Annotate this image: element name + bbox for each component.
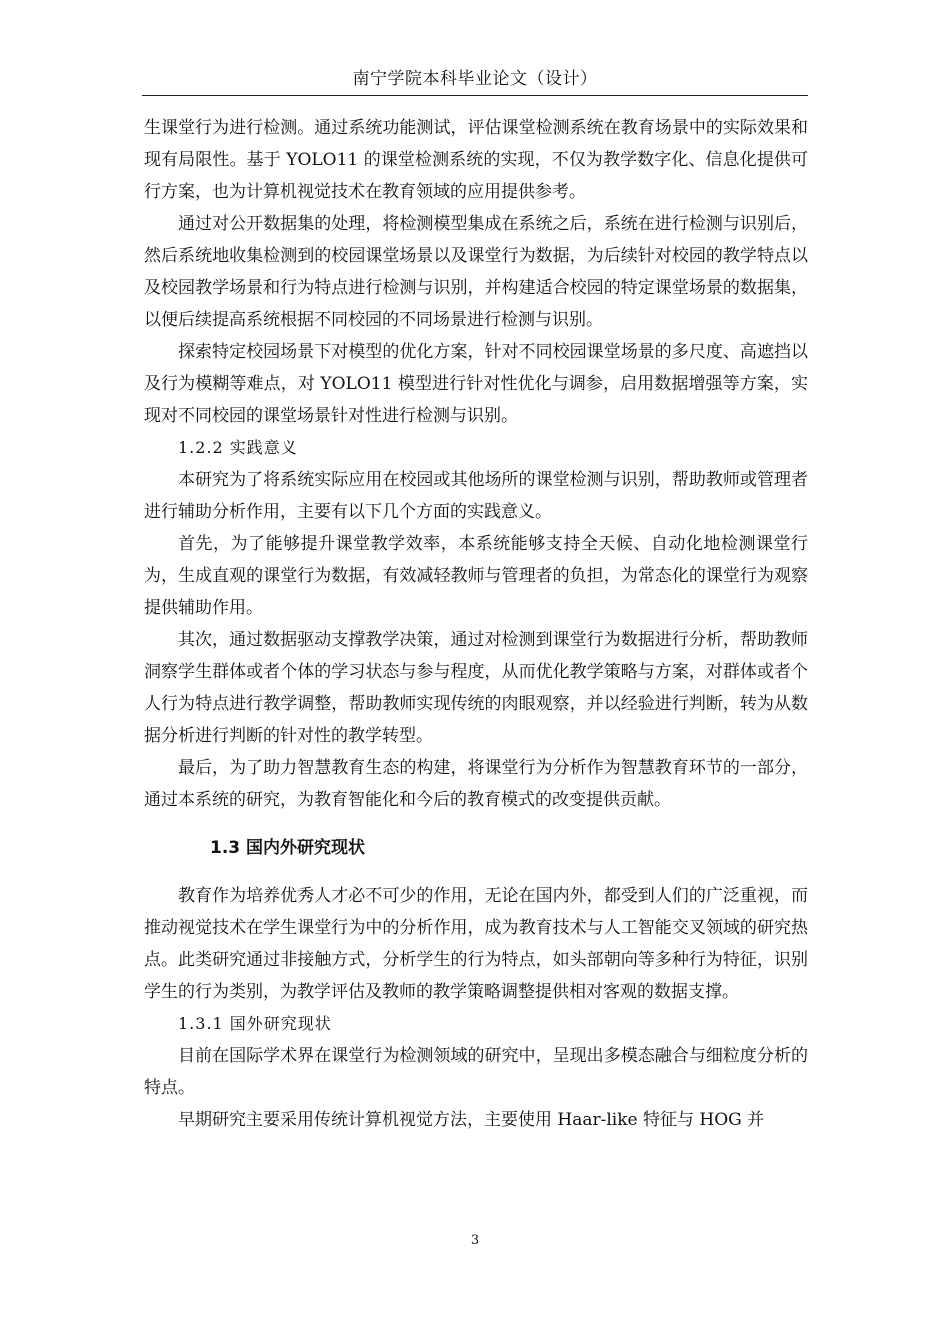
page-number: 3 (470, 1233, 480, 1248)
heading-1-2-2: 1.2.2 实践意义 (178, 438, 298, 457)
page-body (144, 112, 808, 1136)
paragraph-1: 生课堂行为进行检测。通过系统功能测试，评估课堂检测系统在教育场景中的实际效果和现有局限性。基于 YOLO11 的课堂检测系统的实现，不仅为教学数字化、信息化提供可行方案，也为计算机视觉技术在教育领域的应用提供参考。 (144, 118, 808, 202)
paragraph-2: 通过对公开数据集的处理，将检测模型集成在系统之后，系统在进行检测与识别后，然后系统地收集检测到的校园课堂场景以及课堂行为数据，为后续针对校园的教学特点以及校园教学场景和行为特点进行检测与识别，并构建适合校园的特定课堂场景的数据集，以便后续提高系统根据不同校园的不同场景进行检测与识别。 (144, 214, 808, 330)
paragraph-6: 其次，通过数据驱动支撑教学决策，通过对检测到课堂行为数据进行分析，帮助教师洞察学生群体或者个体的学习状态与参与程度，从而优化教学策略与方案，对群体或者个人行为特点进行教学调整，帮助教师实现传统的肉眼观察，并以经验进行判断，转为从数据分析进行判断的针对性的教学转型。 (144, 630, 808, 746)
paragraph-8: 教育作为培养优秀人才必不可少的作用，无论在国内外，都受到人们的广泛重视，而推动视觉技术在学生课堂行为中的分析作用，成为教育技术与人工智能交叉领域的研究热点。此类研究通过非接触方式，分析学生的行为特点，如头部朝向等多种行为特征，识别学生的行为类别，为教学评估及教师的教学策略调整提供相对客观的数据支撑。 (144, 886, 808, 1002)
paragraph-7: 最后，为了助力智慧教育生态的构建，将课堂行为分析作为智慧教育环节的一部分，通过本系统的研究，为教育智能化和今后的教育模式的改变提供贡献。 (144, 758, 808, 810)
running-header: 南宁学院本科毕业论文（设计） (352, 69, 598, 89)
paragraph-5: 首先，为了能够提升课堂教学效率，本系统能够支持全天候、自动化地检测课堂行为，生成直观的课堂行为数据，有效减轻教师与管理者的负担，为常态化的课堂行为观察提供辅助作用。 (144, 534, 808, 618)
paragraph-4: 本研究为了将系统实际应用在校园或其他场所的课堂检测与识别，帮助教师或管理者进行辅助分析作用，主要有以下几个方面的实践意义。 (144, 470, 808, 522)
paragraph-9: 目前在国际学术界在课堂行为检测领域的研究中，呈现出多模态融合与细粒度分析的特点。 (144, 1046, 808, 1098)
header-divider (142, 95, 808, 96)
heading-1-3-1: 1.3.1 国外研究现状 (178, 1014, 332, 1033)
paragraph-3: 探索特定校园场景下对模型的优化方案，针对不同校园课堂场景的多尺度、高遮挡以及行为模糊等难点，对 YOLO11 模型进行针对性优化与调参，启用数据增强等方案，实现对不同校园的课堂场景针对性进行检测与识别。 (144, 342, 808, 426)
paragraph-10: 早期研究主要采用传统计算机视觉方法，主要使用 Haar-like 特征与 HOG 并 (178, 1110, 765, 1130)
heading-1-3: 1.3 国内外研究现状 (210, 838, 366, 858)
